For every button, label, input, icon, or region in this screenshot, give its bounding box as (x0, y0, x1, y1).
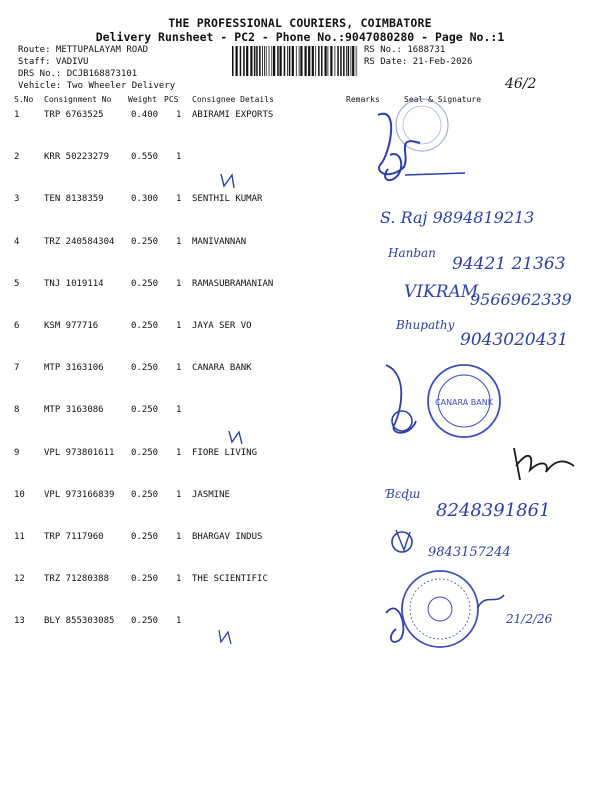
row-sno: 4 (14, 237, 20, 247)
row-consignment-no: TRZ 71280388 (44, 574, 110, 584)
row-pcs: 1 (176, 279, 182, 289)
canara-bank-stamp (380, 355, 510, 455)
row-sno: 9 (14, 448, 20, 458)
row-consignment-no: KSM 977716 (44, 321, 99, 331)
col-consignment: Consignment No (44, 95, 112, 104)
row-consignment-no: MTP 3163086 (44, 405, 104, 415)
handwritten-note-6: Bhupathy (396, 318, 455, 332)
row-sno: 10 (14, 490, 25, 500)
row-weight: 0.250 (131, 490, 159, 500)
row-consignment-no: VPL 973801611 (44, 448, 115, 458)
signature-10 (500, 440, 580, 490)
col-seal-signature: Seal & Signature (404, 95, 482, 104)
row-consignment-no: VPL 973166839 (44, 490, 115, 500)
row-consignment-no: TRP 7117960 (44, 532, 104, 542)
vehicle-label: Vehicle: Two Wheeler Delivery (18, 81, 176, 91)
row-consignee: FIORE LIVING (192, 448, 258, 458)
handwritten-squiggle: Ɓɛɖɯ (386, 487, 421, 501)
company-title: THE PROFESSIONAL COURIERS, COIMBATORE (168, 16, 432, 30)
row-weight: 0.550 (131, 152, 159, 162)
row-weight: 0.400 (131, 110, 159, 120)
row-weight: 0.250 (131, 405, 159, 415)
row-consignment-no: KRR 50223279 (44, 152, 110, 162)
row-pcs: 1 (176, 405, 182, 415)
row-weight: 0.250 (131, 616, 159, 626)
row-weight: 0.250 (131, 237, 159, 247)
row-weight: 0.250 (131, 363, 159, 373)
row-consignee: BHARGAV INDUS (192, 532, 263, 542)
row-weight: 0.250 (131, 532, 159, 542)
round-stamp-12 (380, 565, 510, 655)
handwritten-note-5: 9566962339 (470, 290, 572, 309)
page-mark: 46/2 (505, 76, 537, 92)
col-remarks: Remarks (346, 95, 380, 104)
row-pcs: 1 (176, 237, 182, 247)
row-sno: 11 (14, 532, 25, 542)
barcode-image (232, 46, 358, 76)
row-sno: 1 (14, 110, 20, 120)
handwritten-note-2: Hanban (388, 246, 436, 260)
row-consignee: JAYA SER VO (192, 321, 252, 331)
handwritten-note-3: 94421 21363 (452, 254, 566, 274)
row-sno: 7 (14, 363, 20, 373)
row-pcs: 1 (176, 194, 182, 204)
rs-date: RS Date: 21-Feb-2026 (364, 57, 473, 67)
row-pcs: 1 (176, 110, 182, 120)
row-pcs: 1 (176, 363, 182, 373)
row-consignment-no: TNJ 1019114 (44, 279, 104, 289)
row-sno: 12 (14, 574, 25, 584)
row-consignee: CANARA BANK (192, 363, 252, 373)
tick-mark-13 (216, 628, 238, 646)
row-consignee: JASMINE (192, 490, 230, 500)
row-sno: 2 (14, 152, 20, 162)
row-consignee: RAMASUBRAMANIAN (192, 279, 274, 289)
row-consignee: MANIVANNAN (192, 237, 247, 247)
signature-11 (384, 520, 424, 560)
row-consignee: SENTHIL KUMAR (192, 194, 263, 204)
row-consignment-no: TRP 6763525 (44, 110, 104, 120)
rs-number: RS No.: 1688731 (364, 45, 446, 55)
row-sno: 13 (14, 616, 25, 626)
row-consignment-no: TRZ 240584304 (44, 237, 115, 247)
col-consignee: Consignee Details (192, 95, 274, 104)
row-pcs: 1 (176, 574, 182, 584)
row-pcs: 1 (176, 152, 182, 162)
row-pcs: 1 (176, 532, 182, 542)
stamp-text: CANARA BANK (435, 398, 493, 407)
row-pcs: 1 (176, 321, 182, 331)
runsheet-subtitle: Delivery Runsheet - PC2 - Phone No.:9047080280 - Page No.:1 (95, 30, 505, 44)
col-pcs: PCS (164, 95, 179, 104)
row-pcs: 1 (176, 616, 182, 626)
handwritten-note-8: 8248391861 (436, 500, 551, 521)
handwritten-note-9: 9843157244 (428, 545, 511, 560)
handwritten-date: 21/2/26 (506, 612, 553, 626)
signature-stamp-1 (360, 95, 470, 195)
row-weight: 0.300 (131, 194, 159, 204)
row-sno: 5 (14, 279, 20, 289)
staff-label: Staff: VADIVU (18, 57, 89, 67)
tick-mark-3 (218, 172, 242, 190)
row-consignment-no: TEN 8138359 (44, 194, 104, 204)
row-consignee: THE SCIENTIFIC (192, 574, 268, 584)
col-sno: S.No (14, 95, 34, 104)
row-pcs: 1 (176, 448, 182, 458)
row-sno: 8 (14, 405, 20, 415)
handwritten-note-4: VIKRAM (404, 282, 479, 302)
tick-mark-9 (226, 428, 250, 446)
row-consignment-no: BLY 855303085 (44, 616, 115, 626)
drs-number: DRS No.: DCJB168873101 (18, 69, 138, 79)
route-label: Route: METTUPALAYAM ROAD (18, 45, 149, 55)
handwritten-note-7: 9043020431 (460, 330, 569, 350)
row-consignment-no: MTP 3163106 (44, 363, 104, 373)
row-weight: 0.250 (131, 321, 159, 331)
row-sno: 3 (14, 194, 20, 204)
row-sno: 6 (14, 321, 20, 331)
handwritten-note-1: S. Raj 9894819213 (380, 208, 535, 227)
row-pcs: 1 (176, 490, 182, 500)
row-consignee: ABIRAMI EXPORTS (192, 110, 274, 120)
row-weight: 0.250 (131, 279, 159, 289)
row-weight: 0.250 (131, 574, 159, 584)
row-weight: 0.250 (131, 448, 159, 458)
col-weight: Weight (128, 95, 157, 104)
